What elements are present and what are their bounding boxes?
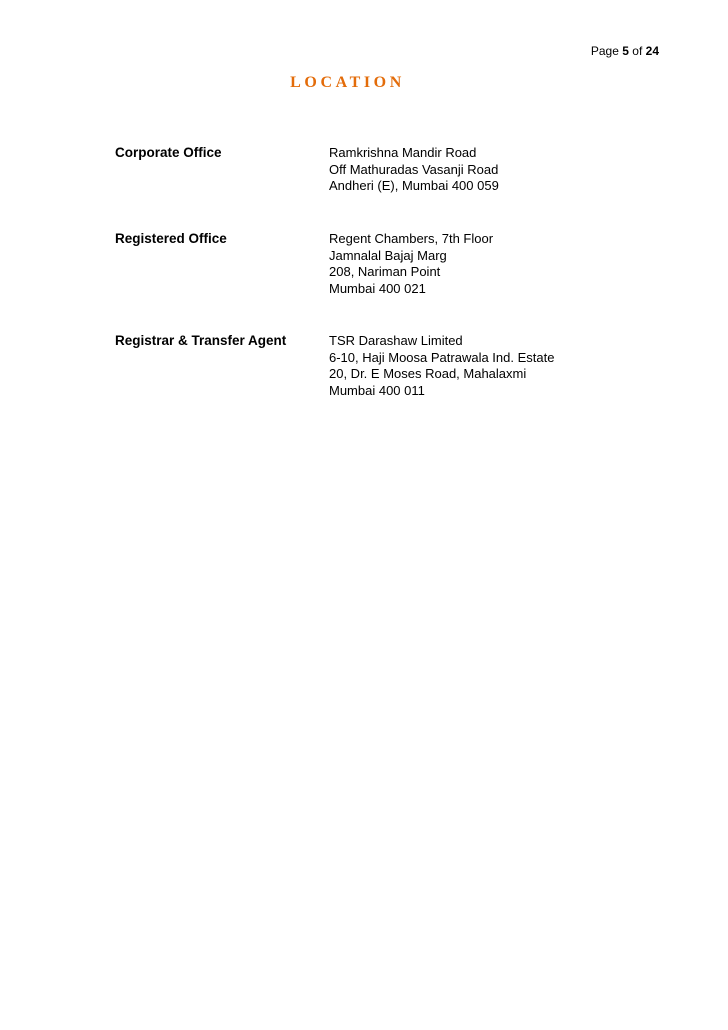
page-of: of: [632, 44, 643, 58]
address-line: TSR Darashaw Limited: [329, 333, 463, 348]
address-line: Regent Chambers, 7th Floor: [329, 231, 494, 246]
page-current: 5: [622, 44, 629, 58]
address-line: Jamnalal Bajaj Marg: [329, 247, 447, 263]
address-block: [329, 145, 499, 195]
address-block: [329, 333, 554, 399]
page-title: LOCATION: [290, 74, 405, 91]
page-number: [591, 44, 659, 58]
address-line: 208, Nariman Point: [329, 264, 441, 279]
address-line: 6-10, Haji Moosa Patrawala Ind. Estate: [329, 349, 555, 365]
entry-label: Corporate Office: [115, 145, 222, 160]
address-line: Off Mathuradas Vasanji Road: [329, 161, 499, 177]
entry-label: Registered Office: [115, 231, 227, 246]
page-total: 24: [645, 44, 659, 58]
address-line: 20, Dr. E Moses Road, Mahalaxmi: [329, 366, 527, 381]
address-line: Andheri (E), Mumbai 400 059: [329, 178, 499, 193]
address-line: Ramkrishna Mandir Road: [329, 145, 477, 160]
entry-label: Registrar & Transfer Agent: [115, 333, 287, 348]
address-line: Mumbai 400 011: [329, 382, 425, 398]
address-block: [329, 231, 493, 297]
page-word: Page: [590, 44, 619, 58]
address-line: Mumbai 400 021: [329, 280, 426, 296]
